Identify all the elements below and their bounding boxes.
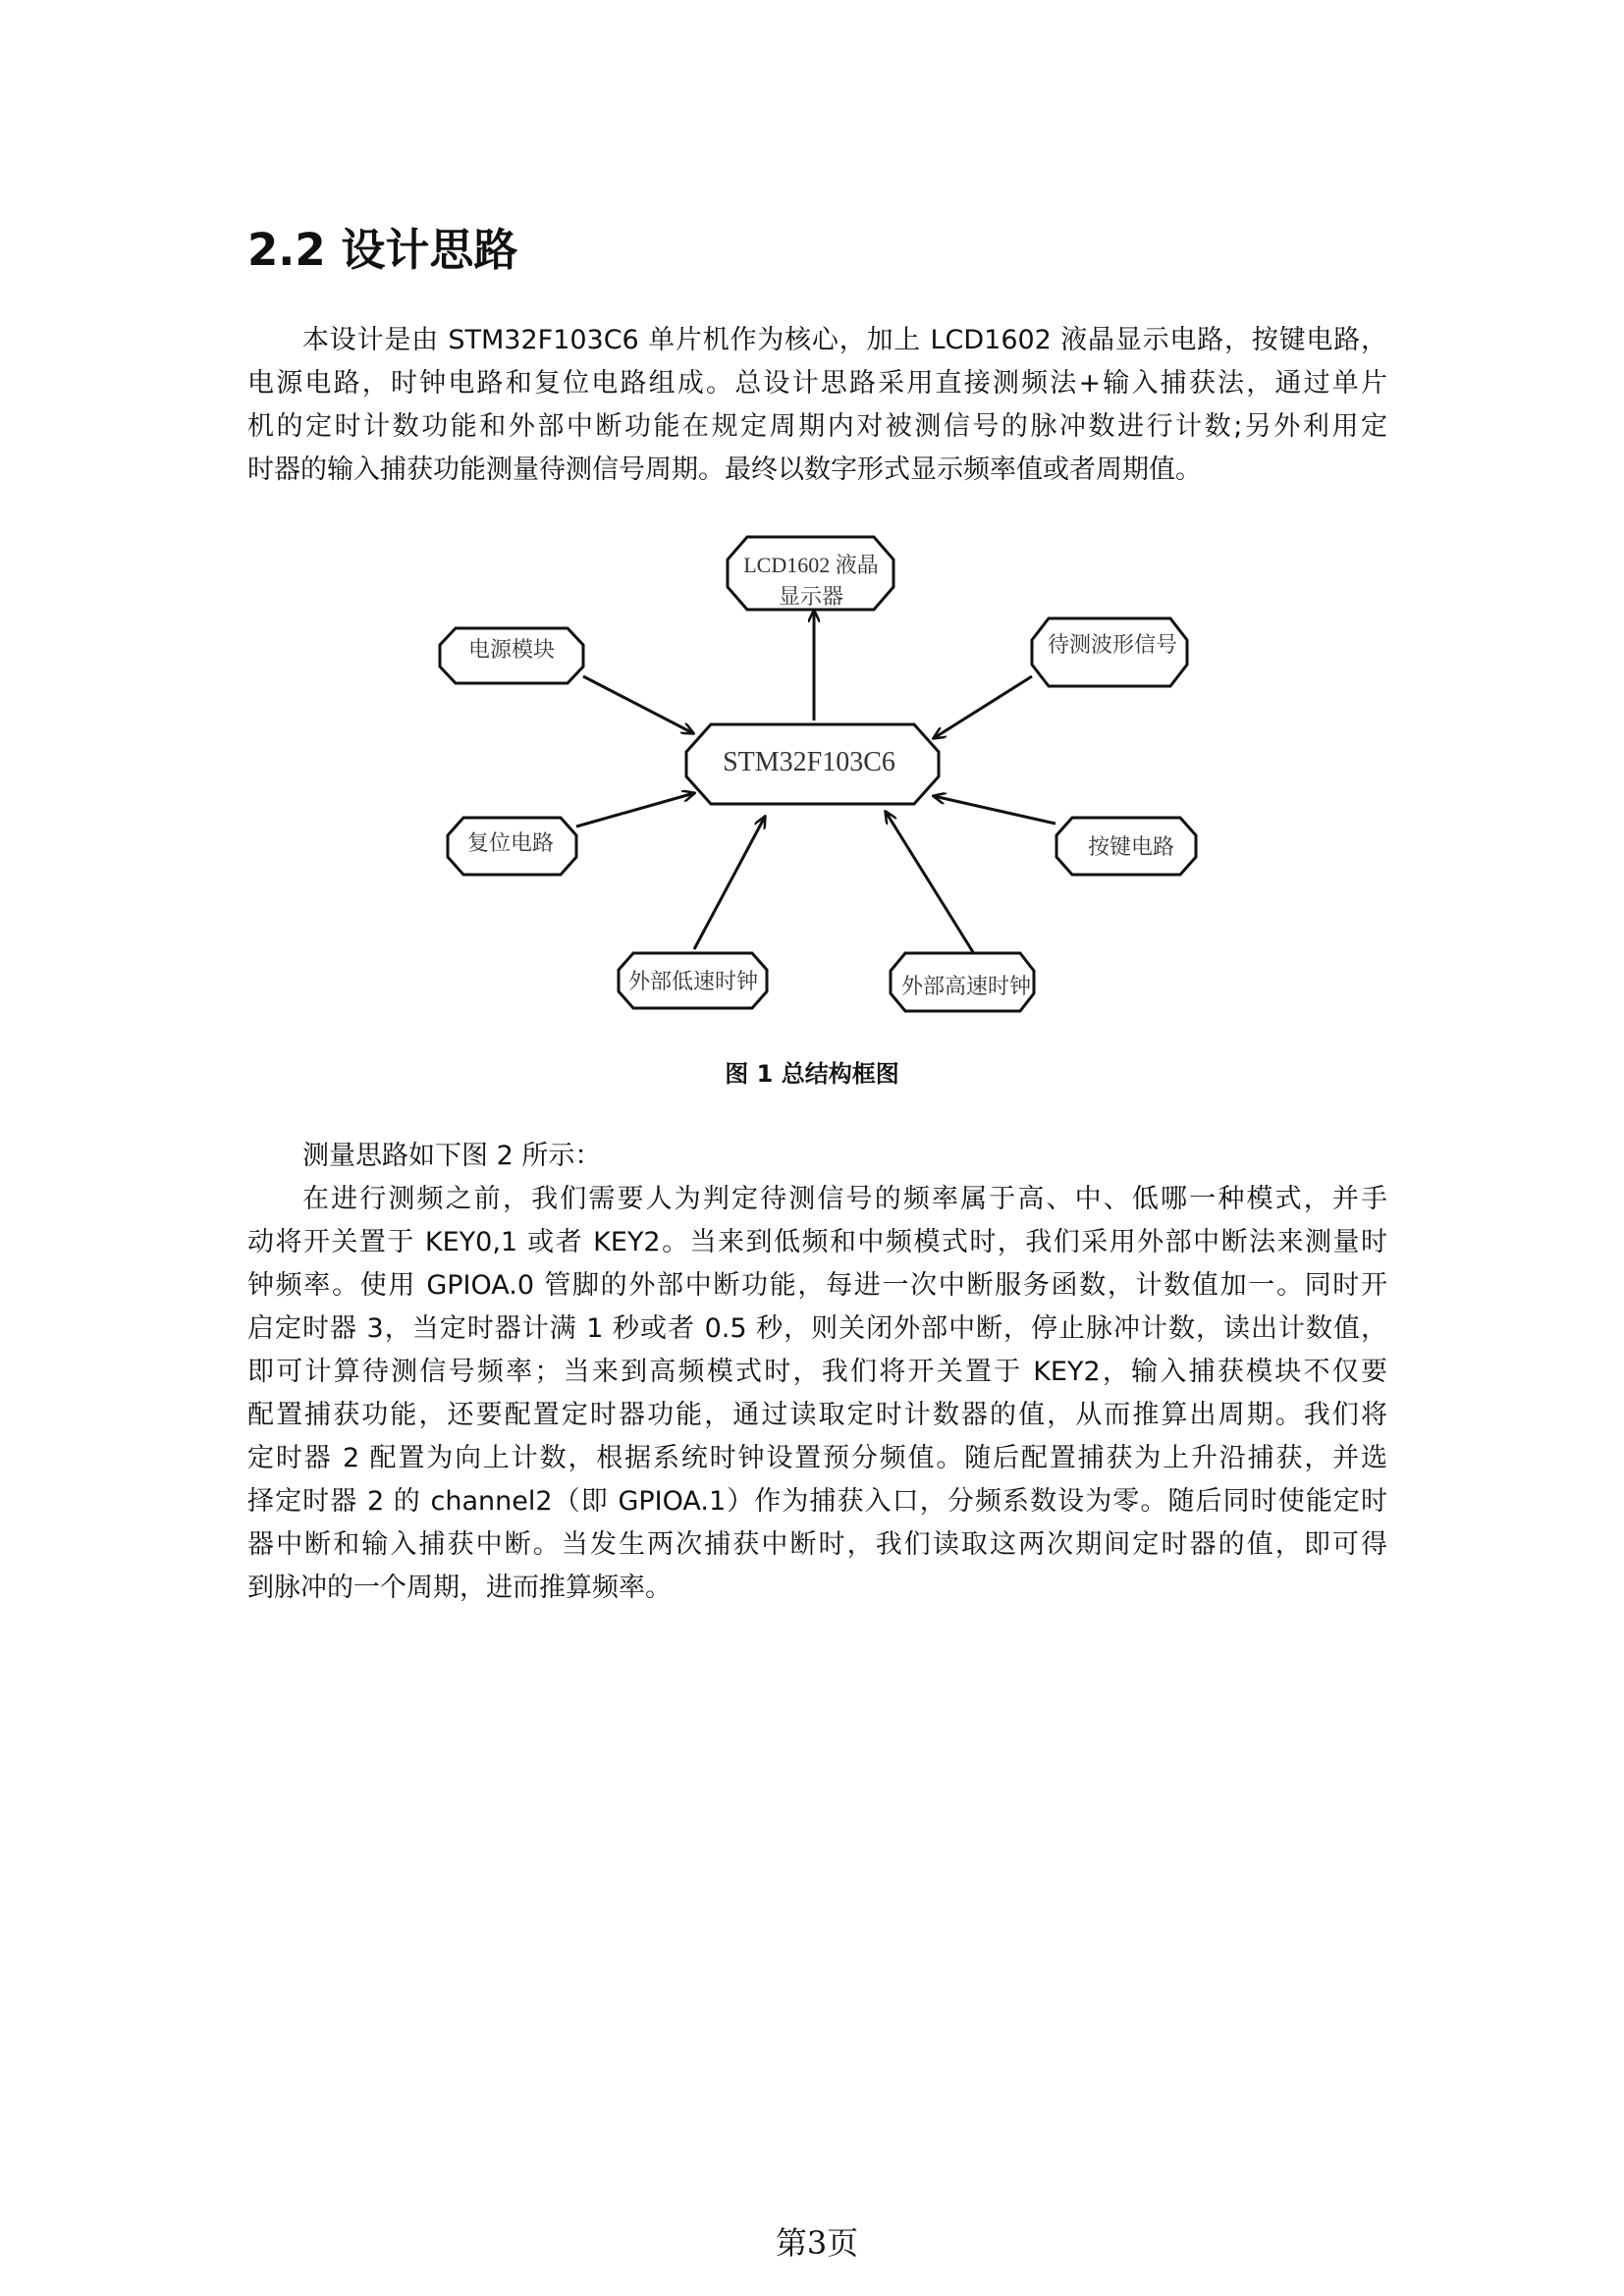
text-line: 电源电路，时钟电路和复位电路组成。总设计思路采用直接测频法+输入捕获法，通过单片 [247,368,1387,399]
node-keys [1056,818,1196,875]
svg-text:按键电路: 按键电路 [1087,834,1175,859]
text-line: 定时器 2 配置为向上计数，根据系统时钟设置预分频值。随后配置捕获为上升沿捕获，并选 [247,1443,1387,1473]
text-line: 在进行测频之前，我们需要人为判定待测信号的频率属于高、中、低哪一种模式，并手 [302,1184,1387,1214]
arrow-from-reset [576,793,694,827]
text-line: 动将开关置于 KEY0,1 或者 KEY2。当来到低频和中频模式时，我们采用外部中断法来测量时 [247,1227,1387,1257]
svg-text:STM32F103C6: STM32F103C6 [723,747,895,777]
text-line: 到脉冲的一个周期，进而推算频率。 [247,1573,672,1603]
section-title: 2.2 设计思路 [247,224,518,276]
node-high-clock [891,953,1034,1011]
svg-text:电源模块: 电源模块 [467,637,556,662]
node-lcd [728,537,893,610]
node-lcd-line2: 显示器 [778,584,844,609]
text-line: 启定时器 3，当定时器计满 1 秒或者 0.5 秒，则关闭外部中断，停止脉冲计数，读出计数值， [247,1313,1387,1344]
svg-text:外部低速时钟: 外部低速时钟 [627,969,759,993]
page-number: 第3页 [775,2224,859,2262]
arrow-from-high-clock [886,812,973,952]
text-line: 择定时器 2 的 channel2（即 GPIOA.1）作为捕获入口，分频系数设为零。随后同时使能定时 [247,1486,1387,1517]
text-line: 钟频率。使用 GPIOA.0 管脚的外部中断功能，每进一次中断服务函数，计数值加一。同时开 [247,1270,1387,1301]
node-lcd-line1: LCD1602 液晶 [743,553,879,577]
svg-text:外部高速时钟: 外部高速时钟 [900,974,1032,998]
node-signal [1032,618,1187,686]
figure-caption: 图 1 总结构框图 [725,1060,899,1088]
text-line: 机的定时计数功能和外部中断功能在规定周期内对被测信号的脉冲数进行计数;另外利用定 [247,411,1387,442]
node-low-clock [619,953,767,1008]
svg-text:待测波形信号: 待测波形信号 [1047,632,1178,657]
text-line: 测量思路如下图 2 所示： [302,1141,602,1171]
node-mcu [686,724,939,804]
node-reset [448,818,576,875]
node-power [440,628,583,683]
arrow-from-power [583,676,693,733]
text-line: 本设计是由 STM32F103C6 单片机作为核心，加上 LCD1602 液晶显示电路，按键电路， [302,325,1387,355]
text-line: 时器的输入捕获功能测量待测信号周期。最终以数字形式显示频率值或者周期值。 [247,454,1202,485]
arrow-from-low-clock [694,817,765,949]
text-line: 即可计算待测信号频率；当来到高频模式时，我们将开关置于 KEY2，输入捕获模块不仅要 [247,1357,1387,1387]
text-line: 配置捕获功能，还要配置定时器功能，通过读取定时计数器的值，从而推算出周期。我们将 [247,1400,1387,1430]
arrow-from-signal [934,676,1032,738]
structure-diagram [0,0,1624,1041]
arrow-from-keys [934,796,1056,824]
svg-text:复位电路: 复位电路 [466,830,555,855]
text-line: 器中断和输入捕获中断。当发生两次捕获中断时，我们读取这两次期间定时器的值，即可得 [247,1529,1387,1560]
paragraph-measurement [247,1135,1387,1610]
